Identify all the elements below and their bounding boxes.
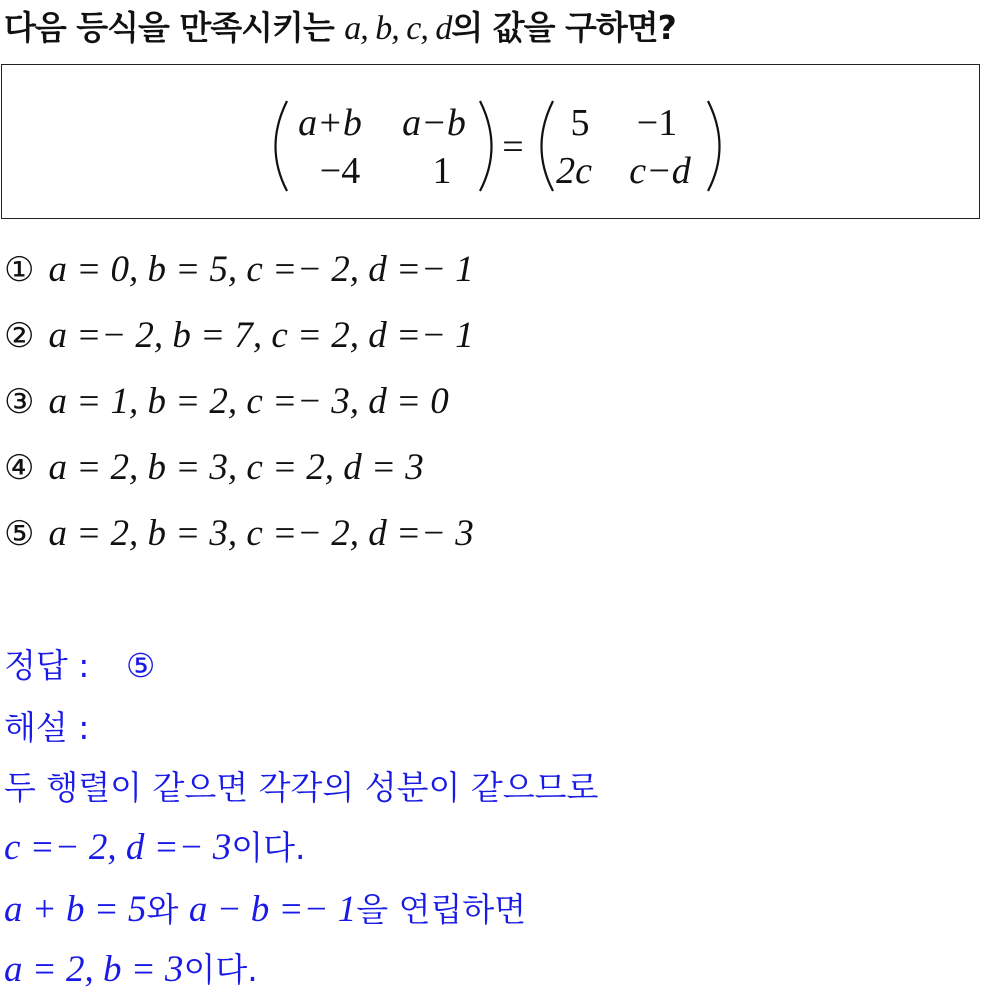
choice-number: ③ xyxy=(4,382,35,422)
choice-number: ② xyxy=(4,316,35,356)
choice-5[interactable] xyxy=(4,512,474,555)
choice-text: a = 0, b = 5, c =− 2, d =− 1 xyxy=(48,249,474,290)
explanation-line-4-suffix: 이다. xyxy=(183,950,258,989)
answer-label: 정답 : xyxy=(4,646,90,685)
choice-text: a =− 2, b = 7, c = 2, d =− 1 xyxy=(48,315,474,356)
equals-sign: = xyxy=(502,126,524,168)
left-matrix-close-paren xyxy=(480,101,492,191)
choice-text: a = 2, b = 3, c = 2, d = 3 xyxy=(48,447,424,488)
explanation-line-2-suffix: 이다. xyxy=(231,828,306,867)
right-m11: 5 xyxy=(570,102,590,144)
equation-box xyxy=(1,64,980,219)
answer-value: ⑤ xyxy=(125,646,156,685)
choice-number: ⑤ xyxy=(4,514,35,554)
question-title xyxy=(4,2,676,49)
explanation-line-3-suffix: 을 연립하면 xyxy=(356,890,527,929)
left-m22: 1 xyxy=(432,150,452,192)
explanation-line-1: 두 행렬이 같으면 각각의 성분이 같으므로 xyxy=(4,768,599,807)
answer-line xyxy=(4,640,155,687)
left-m21: −4 xyxy=(319,150,361,192)
right-matrix-open-paren xyxy=(542,101,554,191)
explanation-line-2 xyxy=(4,822,306,869)
explanation-line-3-math-b: a − b =− 1 xyxy=(188,889,357,930)
right-m22: c−d xyxy=(629,150,691,192)
explanation-line-3-math-a: a + b = 5 xyxy=(4,889,147,930)
left-m12: a−b xyxy=(402,102,466,144)
explanation-line-3-mid: 와 xyxy=(146,890,189,929)
explanation-line-2-math: c =− 2, d =− 3 xyxy=(4,827,232,868)
left-m11: a+b xyxy=(298,102,362,144)
question-vars: a, b, c, d xyxy=(344,10,452,47)
explanation-line-3 xyxy=(4,884,526,931)
left-matrix-open-paren xyxy=(276,101,288,191)
choice-4[interactable] xyxy=(4,446,424,489)
choice-number: ④ xyxy=(4,448,35,488)
choice-2[interactable] xyxy=(4,314,474,357)
choice-text: a = 2, b = 3, c =− 2, d =− 3 xyxy=(48,513,474,554)
matrix-equation xyxy=(2,65,981,220)
right-m21: 2c xyxy=(556,150,592,192)
right-matrix-close-paren xyxy=(708,101,720,191)
choice-number: ① xyxy=(4,250,35,290)
explanation-line-4 xyxy=(4,944,258,991)
choice-1[interactable] xyxy=(4,248,474,291)
choice-3[interactable] xyxy=(4,380,449,423)
choice-text: a = 1, b = 2, c =− 3, d = 0 xyxy=(48,381,449,422)
explanation-label: 해설 : xyxy=(4,708,90,747)
question-prefix: 다음 등식을 만족시키는 xyxy=(4,8,345,47)
right-m12: −1 xyxy=(636,102,678,144)
question-suffix: 의 값을 구하면? xyxy=(451,8,676,47)
explanation-line-4-math: a = 2, b = 3 xyxy=(4,949,184,990)
